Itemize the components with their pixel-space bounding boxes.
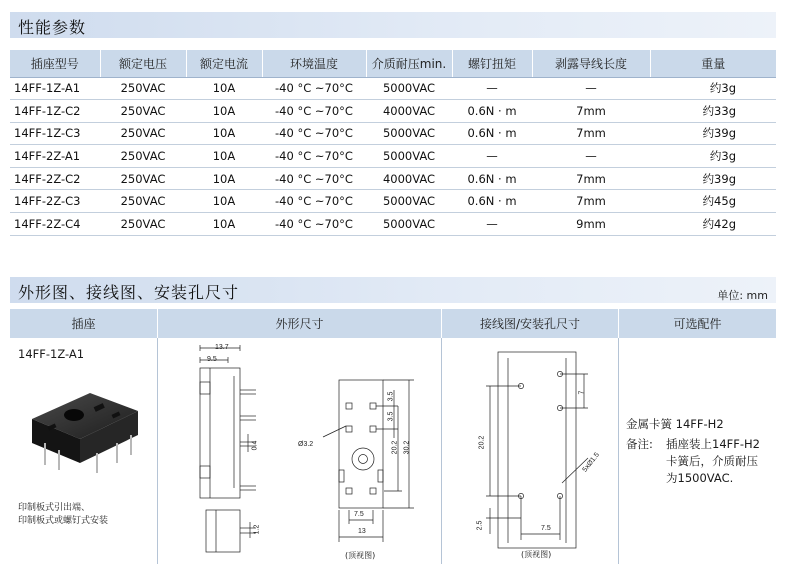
dim-label: 3.5 (387, 391, 395, 402)
table-cell: -40 °C ~70°C (262, 122, 366, 145)
table-cell: 250VAC (100, 213, 186, 236)
table-cell: 7mm (532, 167, 650, 190)
dim-label: 30.2 (403, 440, 411, 455)
col-header: 额定电流 (186, 50, 262, 77)
table-cell: 10A (186, 77, 262, 100)
table-row (10, 213, 776, 236)
grid-header-label: 外形尺寸 (275, 317, 324, 331)
grid-header-wiring (442, 309, 618, 338)
table-cell: 10A (186, 213, 262, 236)
dim-label: 3.5 (387, 411, 395, 422)
table-cell: 10A (186, 100, 262, 123)
top-view-caption: (顶视图) (345, 551, 376, 560)
table-cell: 7mm (532, 190, 650, 213)
table-cell: 250VAC (100, 145, 186, 168)
col-header: 插座型号 (10, 50, 100, 77)
dim-label: 1.2 (253, 524, 261, 535)
table-cell: 约3g (650, 145, 776, 168)
wiring-drawing (442, 338, 618, 564)
table-cell: -40 °C ~70°C (262, 190, 366, 213)
table-cell: 约42g (650, 213, 776, 236)
table-cell: 5000VAC (366, 213, 452, 236)
section-title: 性能参数 (18, 18, 87, 37)
grid-header-accessory (619, 309, 776, 338)
table-cell: 约39g (650, 167, 776, 190)
table-cell: — (532, 77, 650, 100)
table-cell: 7mm (532, 122, 650, 145)
table-cell: 5000VAC (366, 190, 452, 213)
outline-drawing (158, 338, 441, 564)
table-cell: — (452, 77, 532, 100)
table-cell: 10A (186, 122, 262, 145)
dim-label: 7.5 (354, 511, 364, 518)
table-cell: 约33g (650, 100, 776, 123)
table-cell: -40 °C ~70°C (262, 100, 366, 123)
table-cell: 约3g (650, 77, 776, 100)
table-cell: -40 °C ~70°C (262, 213, 366, 236)
table-cell: 0.6N · m (452, 100, 532, 123)
column-divider (618, 338, 619, 564)
col-header: 额定电压 (100, 50, 186, 77)
table-cell: 250VAC (100, 190, 186, 213)
table-cell: 14FF-1Z-A1 (10, 77, 100, 100)
col-header: 重量 (650, 50, 776, 77)
table-cell: 250VAC (100, 100, 186, 123)
col-header: 环境温度 (262, 50, 366, 77)
accessory-note (666, 436, 760, 487)
table-cell: 10A (186, 190, 262, 213)
col-header: 剥露导线长度 (532, 50, 650, 77)
table-cell: 250VAC (100, 122, 186, 145)
table-cell: 约39g (650, 122, 776, 145)
table-cell: 5000VAC (366, 145, 452, 168)
table-row (10, 77, 776, 100)
dim-label: 20.2 (478, 435, 486, 450)
col-header: 介质耐压min. (366, 50, 452, 77)
table-cell: 14FF-2Z-C2 (10, 167, 100, 190)
grid-header-label: 可选配件 (673, 317, 722, 331)
dim-label: Ø3.2 (298, 441, 314, 448)
table-cell: 14FF-2Z-A1 (10, 145, 100, 168)
grid-header-outline (158, 309, 441, 338)
unit-label: 单位: mm (717, 289, 768, 302)
socket-note (18, 502, 108, 528)
table-cell: 9mm (532, 213, 650, 236)
table-cell: 0.6N · m (452, 190, 532, 213)
grid-header-label: 插座 (71, 317, 96, 331)
table-cell: 250VAC (100, 167, 186, 190)
table-cell: 4000VAC (366, 100, 452, 123)
table-header-row (10, 50, 776, 77)
spec-table (10, 50, 776, 236)
socket-note-line: 印制板式或螺钉式安装 (18, 516, 109, 526)
socket-photo (20, 381, 145, 481)
grid-header-label: 接线图/安装孔尺寸 (479, 317, 581, 331)
accessory-note-line: 插座装上14FF-H2 (666, 437, 760, 451)
dim-label: 9.5 (207, 356, 217, 363)
accessory-note-label: 备注: (626, 437, 653, 451)
table-cell: 10A (186, 167, 262, 190)
table-row (10, 100, 776, 123)
table-cell: 14FF-2Z-C3 (10, 190, 100, 213)
table-cell: 0.6N · m (452, 122, 532, 145)
grid-header-socket (10, 309, 157, 338)
table-cell: 14FF-2Z-C4 (10, 213, 100, 236)
dim-label: 7 (578, 390, 586, 395)
dimension-grid (10, 309, 776, 564)
accessory-name: 金属卡簧 14FF-H2 (626, 417, 724, 431)
section-title: 外形图、接线图、安装孔尺寸 (18, 283, 240, 302)
table-cell: 10A (186, 145, 262, 168)
table-cell: 约45g (650, 190, 776, 213)
table-cell: — (532, 145, 650, 168)
accessory-note-line: 为1500VAC. (666, 471, 734, 485)
socket-model: 14FF-1Z-A1 (18, 347, 85, 361)
dim-label: 13.7 (215, 344, 229, 351)
table-row (10, 167, 776, 190)
section-header-dimensions (10, 277, 776, 303)
col-header: 螺钉扭矩 (452, 50, 532, 77)
table-cell: 7mm (532, 100, 650, 123)
table-cell: — (452, 145, 532, 168)
dim-label: 5xØ1.5 (581, 451, 601, 474)
table-cell: 5000VAC (366, 122, 452, 145)
accessory-note-line: 卡簧后，介质耐压 (666, 454, 758, 468)
table-cell: 14FF-1Z-C3 (10, 122, 100, 145)
table-cell: 4000VAC (366, 167, 452, 190)
table-cell: -40 °C ~70°C (262, 167, 366, 190)
dim-label: 13 (358, 528, 366, 535)
dim-label: 20.2 (391, 440, 399, 455)
table-cell: 14FF-1Z-C2 (10, 100, 100, 123)
table-row (10, 190, 776, 213)
socket-note-line: 印制板式引出端、 (18, 503, 91, 513)
table-row (10, 122, 776, 145)
section-header-performance (10, 12, 776, 38)
dim-label: 2.5 (476, 520, 484, 531)
table-cell: -40 °C ~70°C (262, 145, 366, 168)
table-cell: 5000VAC (366, 77, 452, 100)
dim-label: 0.4 (251, 440, 259, 451)
table-cell: — (452, 213, 532, 236)
pcb-view-caption: (顶视图) (521, 550, 552, 559)
table-cell: 0.6N · m (452, 167, 532, 190)
dim-label: 7.5 (541, 525, 551, 532)
table-cell: -40 °C ~70°C (262, 77, 366, 100)
table-row (10, 145, 776, 168)
table-cell: 250VAC (100, 77, 186, 100)
